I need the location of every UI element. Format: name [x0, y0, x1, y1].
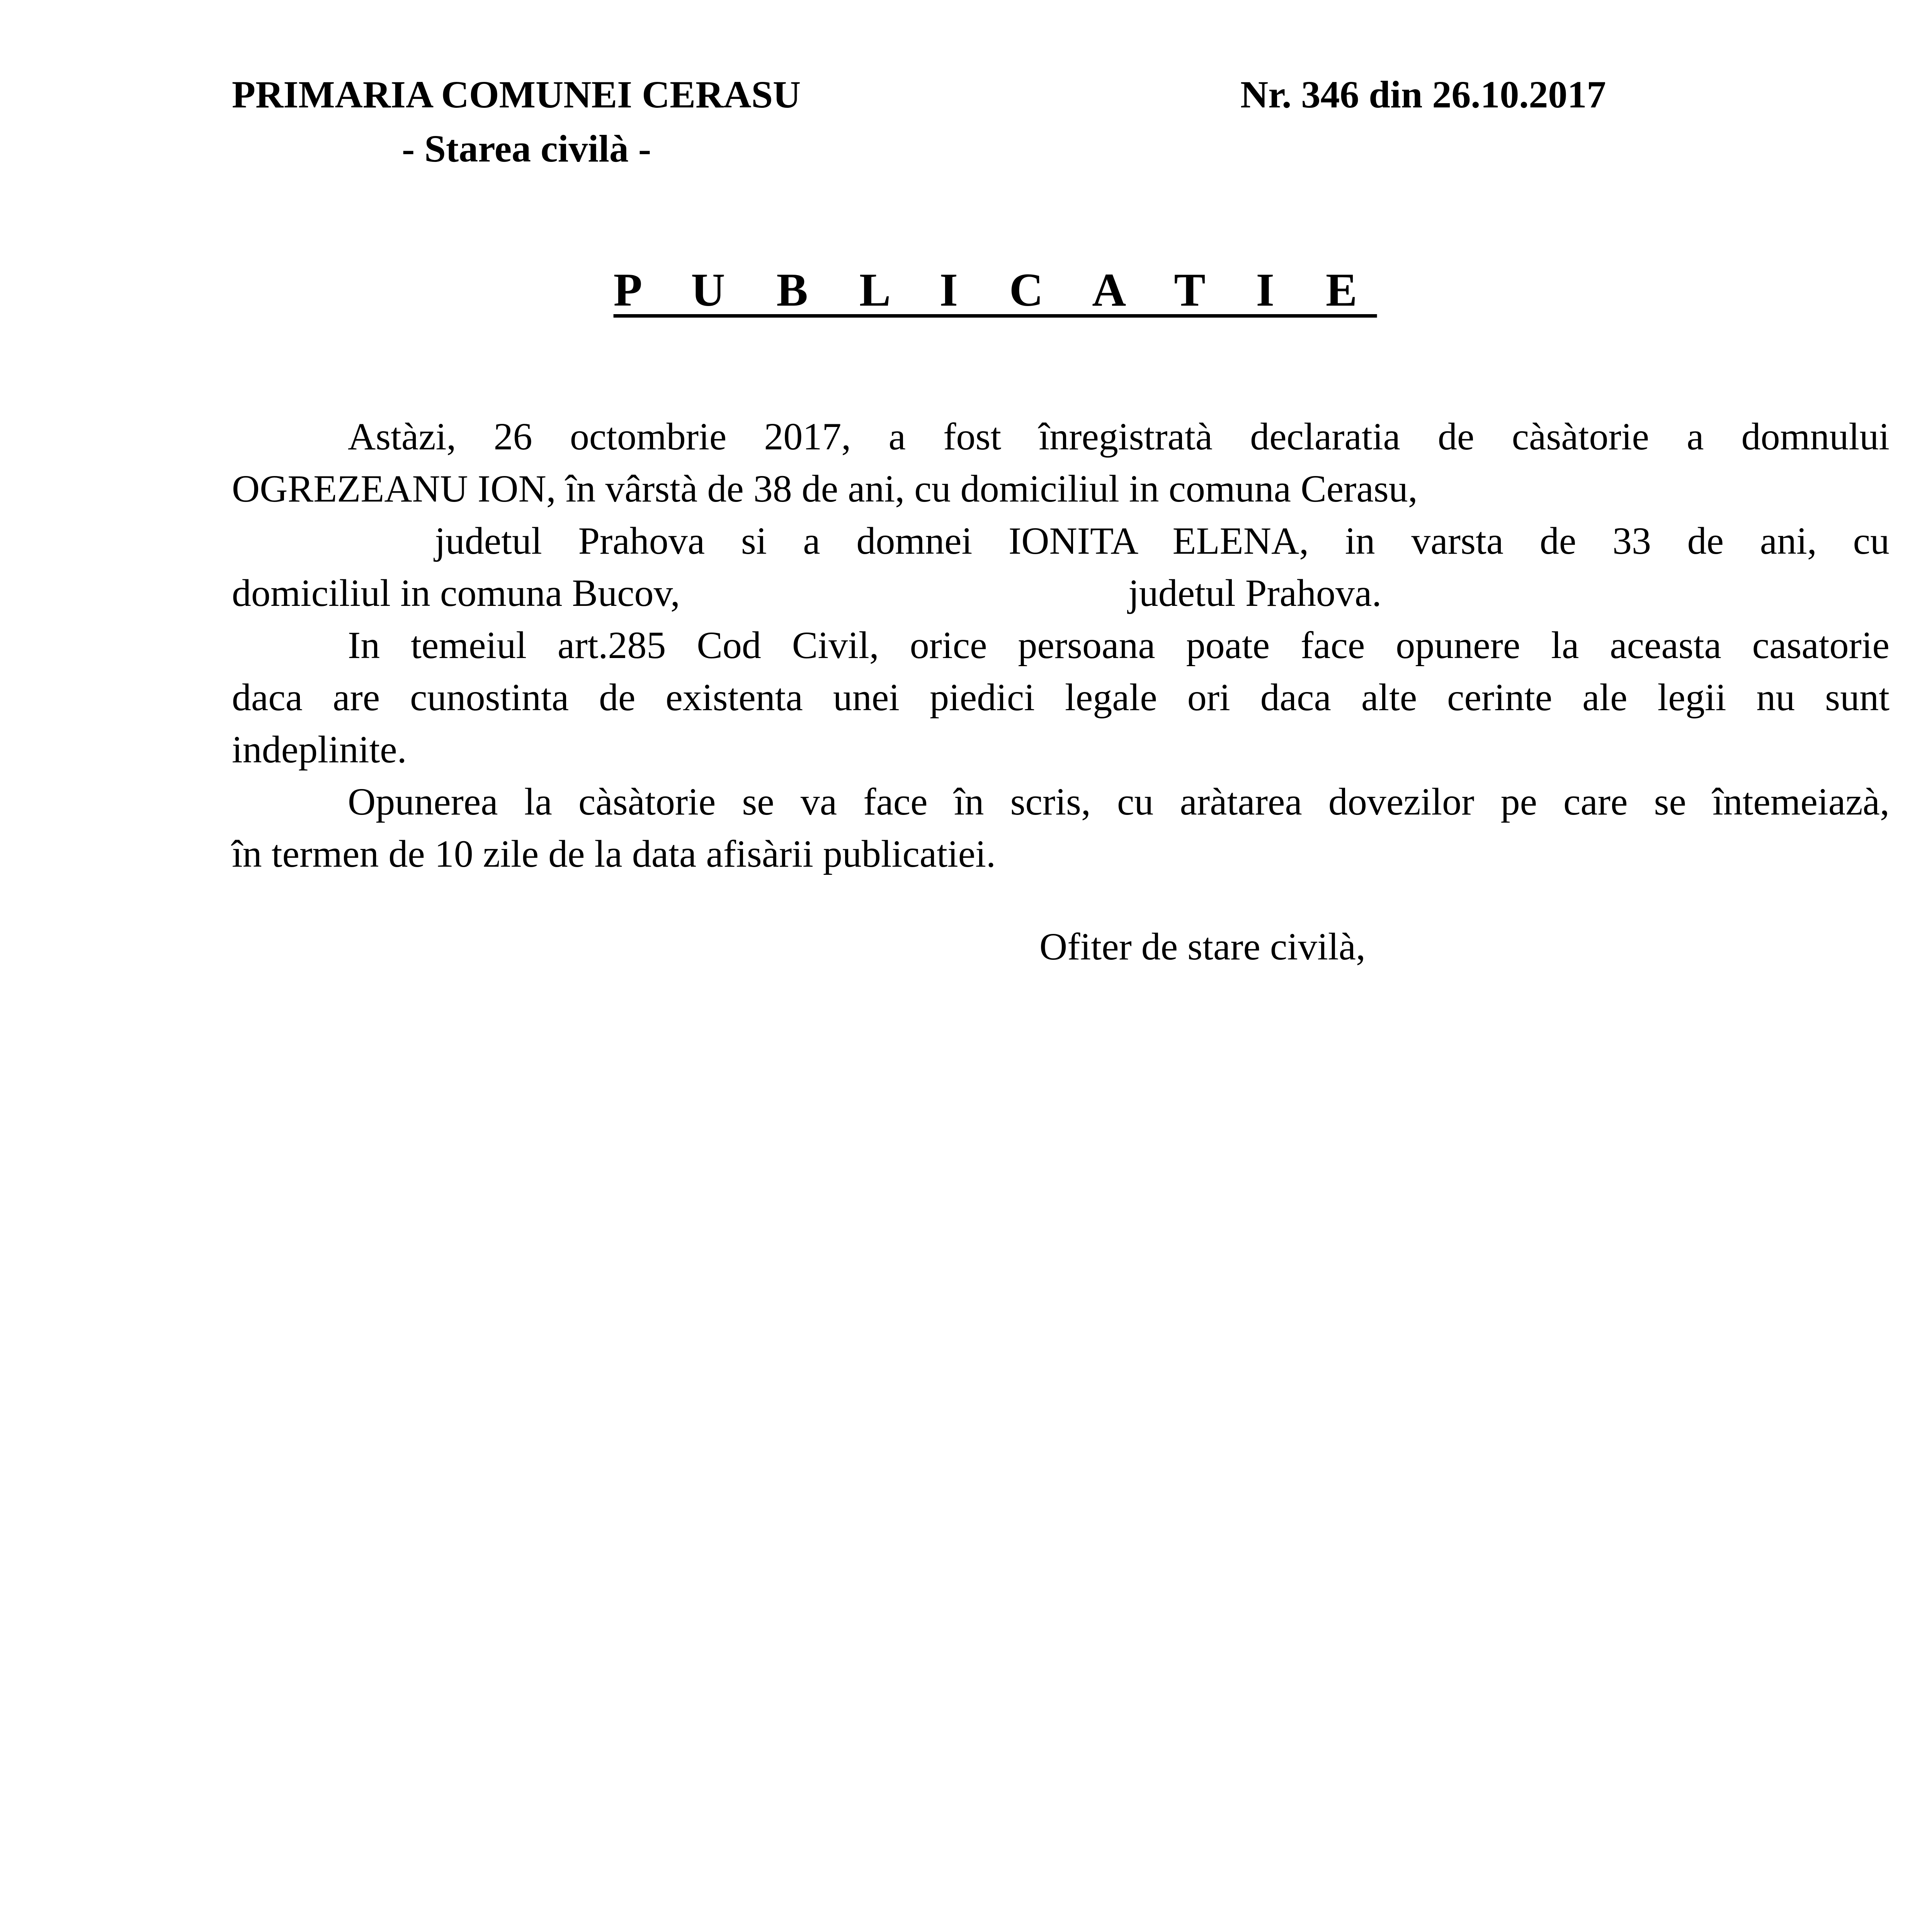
paragraph1-line4-head: domiciliul in comuna Bucov,: [232, 571, 680, 614]
paragraph1-line4-tail: judetul Prahova.: [1128, 571, 1382, 614]
paragraph2-line2: daca are cunostinta de existenta unei piedici legale ori daca alte cerinte ale legii nu sunt: [232, 676, 1889, 719]
paragraph1-line1: Astàzi, 26 octombrie 2017, a fost înregistratà declaratia de càsàtorie a domnului: [348, 415, 1889, 458]
document-title-container: [0, 264, 1932, 316]
paragraph2-line3: indeplinite.: [232, 728, 407, 771]
paragraph1-line3: judetul Prahova si a domnei IONITA ELENA, in varsta de 33 de ani, cu: [435, 519, 1889, 562]
paragraph3-line2: în termen de 10 zile de la data afisàrii publicatiei.: [232, 832, 996, 875]
paragraph1-line4: [232, 571, 1889, 614]
document-title: P U B L I C A T I E: [613, 264, 1377, 316]
department-name: - Starea civilà -: [402, 127, 651, 170]
registration-number: Nr. 346 din 26.10.2017: [1240, 73, 1606, 116]
paragraph3-line1: Opunerea la càsàtorie se va face în scris, cu aràtarea dovezilor pe care se întemeiazà,: [348, 780, 1889, 823]
paragraph1-line2: OGREZEANU ION, în vârstà de 38 de ani, cu domiciliul in comuna Cerasu,: [232, 467, 1418, 510]
paragraph2-line1: In temeiul art.285 Cod Civil, orice persoana poate face opunere la aceasta casatorie: [348, 624, 1889, 667]
institution-name: PRIMARIA COMUNEI CERASU: [232, 73, 801, 116]
signature-label: Ofiter de stare civilà,: [1039, 925, 1366, 968]
